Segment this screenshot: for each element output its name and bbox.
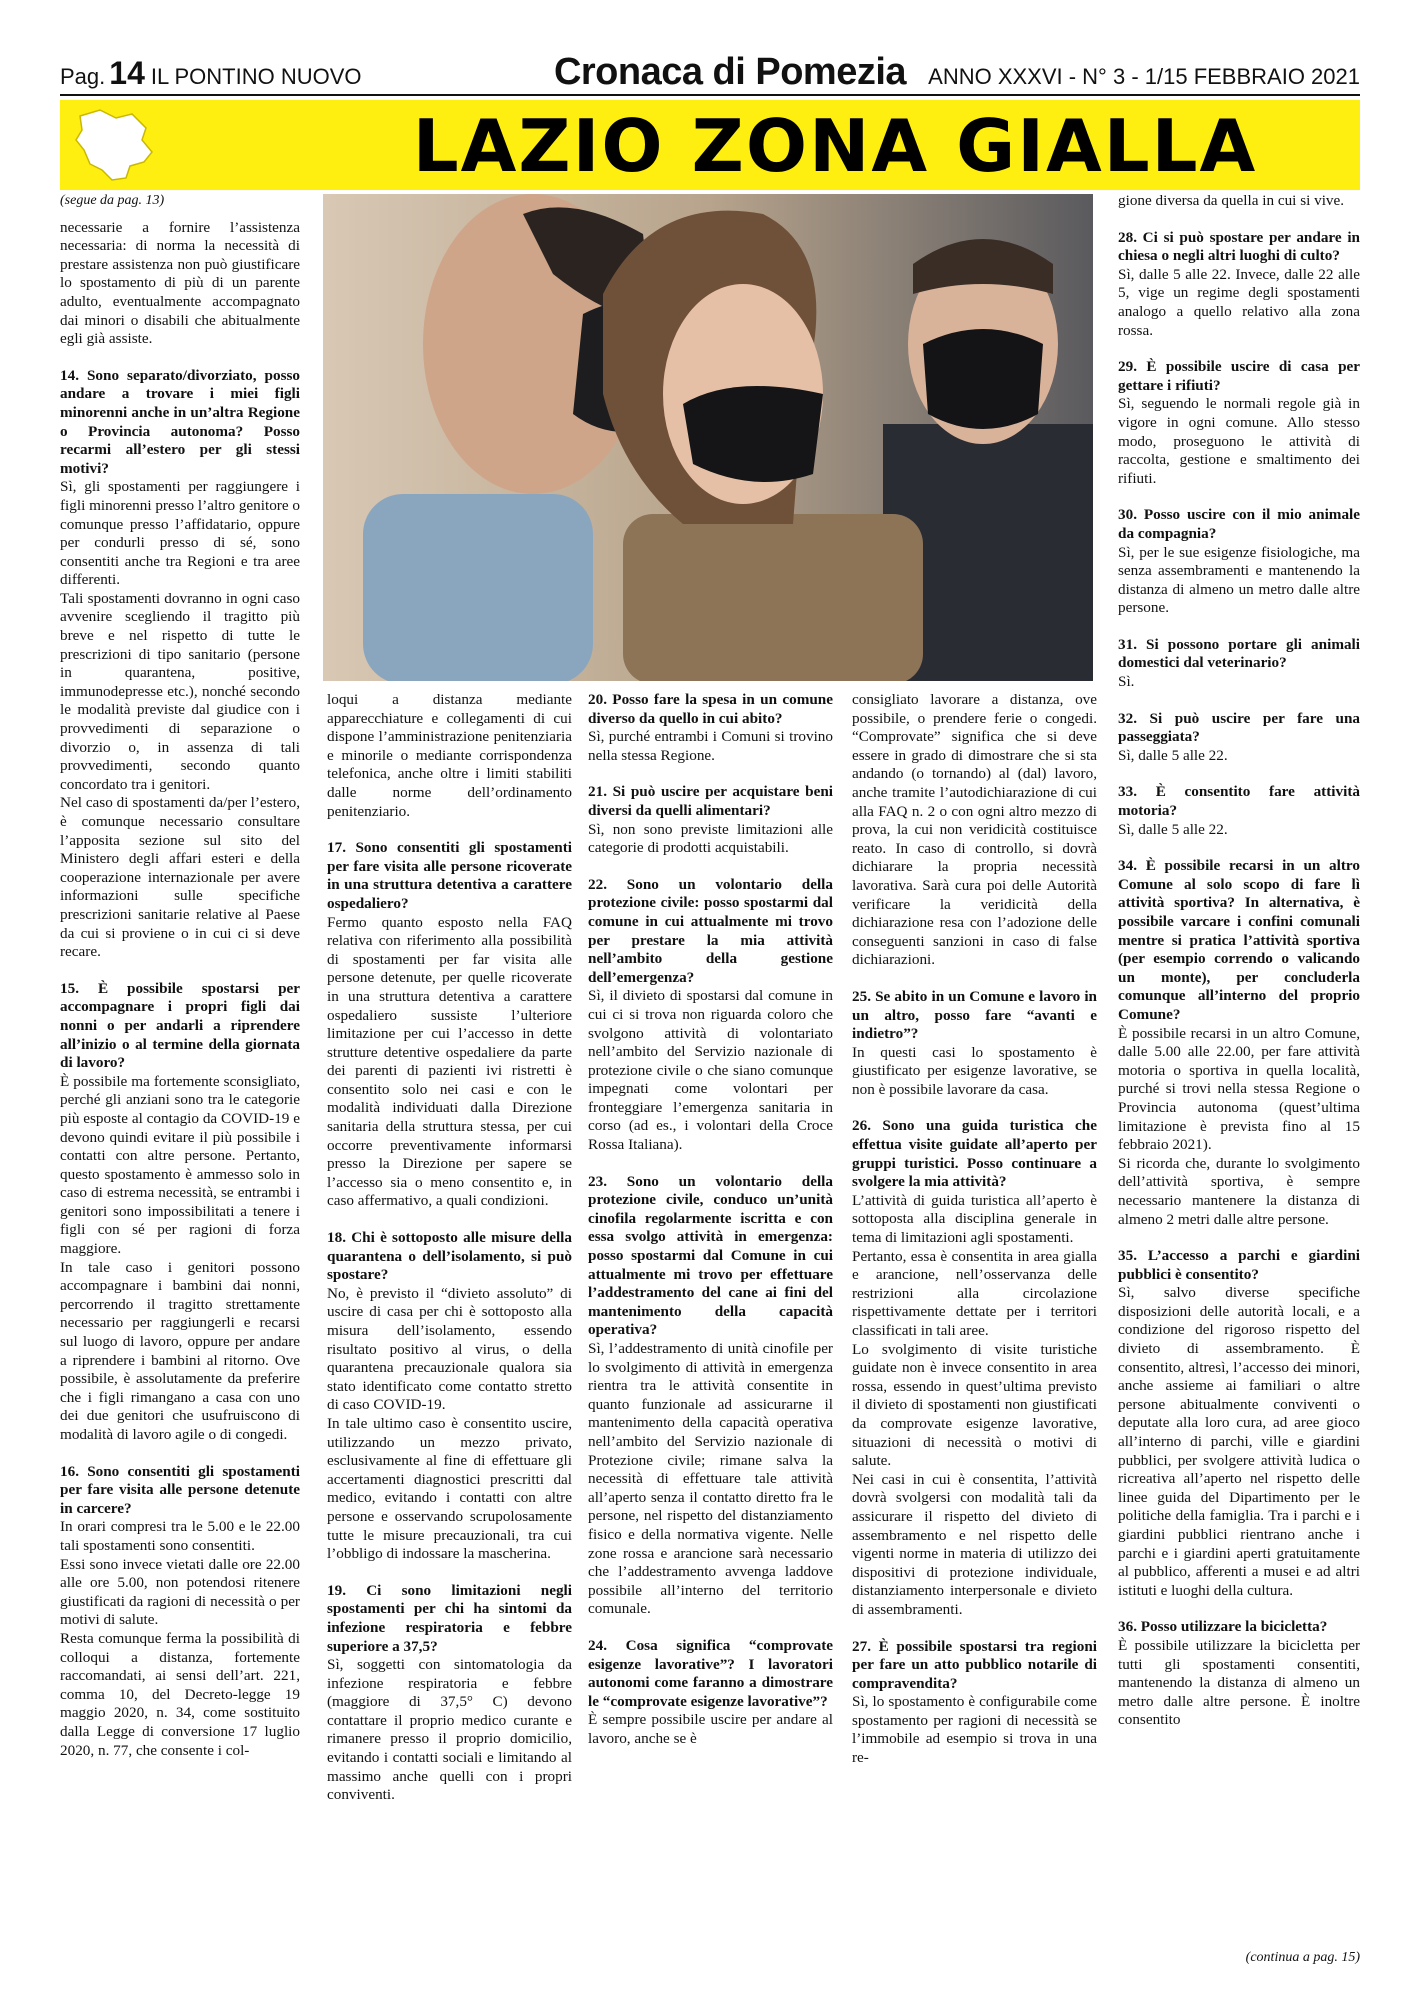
col3-content: [588, 691, 833, 1748]
page-number: 14: [109, 55, 145, 91]
faq-question: 28. Ci si può spostare per andare in chiesa o negli altri luoghi di culto?: [1118, 228, 1360, 265]
faq-answer-paragraph: Sì, salvo diverse specifiche disposizioni delle autorità locali, e a condizione del rigoroso rispetto del divieto di assembramento. È consentito, altresì, l’accesso dei minori, anche assieme ai familiari o altre persone abitualmente conviventi o deputate alla loro cura, ad aree gioco all’interno di parchi, ville e giardini pubblici, per svolgere attività ludica o ricreativa all’aperto nel rispetto delle linee guida del Dipartimento per le politiche della famiglia. Tra i parchi e i giardini pubblici rientrano anche i parchi e i giardini aperti gratuitamente al pubblico, afferenti a musei e ad altri istituti e luoghi della cultura.: [1118, 1284, 1360, 1599]
faq-answer-paragraph: Lo svolgimento di visite turistiche guidate non è invece consentito in area rossa, essendo in quest’ultima previsto il divieto di spostamenti non giustificati da comprovate esigenze lavorative, situazioni di necessità o motivi di salute.: [852, 1340, 1097, 1470]
woman-jacket: [623, 514, 923, 681]
faq-question: 18. Chi è sottoposto alle misure della quarantena o dell’isolamento, si può spostare?: [327, 1229, 572, 1284]
faq-answer-paragraph: Nei casi in cui è consentita, l’attività dovrà svolgersi con modalità tali da assicurare il rispetto del divieto di assembramento e nel rispetto delle vigenti norme in materia di utilizzo dei dispositivi di protezione individuale, distanziamento interpersonale e divieto di assembramenti.: [852, 1470, 1097, 1618]
paragraph-gap: [588, 1155, 833, 1173]
continued-from-note: (segue da pag. 13): [60, 193, 165, 208]
woman-mask: [683, 386, 823, 482]
header-left: [60, 55, 362, 92]
faq-answer-paragraph: Resta comunque ferma la possibilità di colloqui a distanza, fortemente raccomandati, ai sensi dell’art. 221, comma 10, del Decreto-legge 19 maggio 2020, n. 34, come sostituito dalla Legge di conversione 17 luglio 2020, n. 77, che consente i col-: [60, 1629, 300, 1759]
continued-to-note: (continua a pag. 15): [1245, 1950, 1360, 1965]
person-left-jacket: [363, 494, 593, 681]
col2-content: [327, 691, 572, 1805]
faq-question: 21. Si può uscire per acquistare beni diversi da quelli alimentari?: [588, 783, 833, 819]
paragraph-gap: [60, 962, 300, 980]
faq-question: 19. Ci sono limitazioni negli spostamenti per chi ha sintomi da infezione respiratoria e febbre superiore a 37,5?: [327, 1581, 572, 1655]
faq-answer-paragraph: loqui a distanza mediante apparecchiature e collegamenti di cui dispone l’amministrazione penitenziaria e minorile o mediante corrispondenza telefonica, anche oltre i limiti stabiliti dalle norme dell’ordinamento penitenziario.: [327, 691, 572, 820]
faq-question: 36. Posso utilizzare la bicicletta?: [1118, 1618, 1328, 1636]
col1-content: [60, 219, 300, 1761]
faq-answer-paragraph: No, è previsto il “divieto assoluto” di uscire di casa per chi è sottoposto alla misura dell’isolamento, essendo risultato positivo al virus, o della quarantena precauzionale qualora sia stato identificato come contatto stretto di caso COVID-19.: [327, 1284, 572, 1414]
faq-question: 20. Posso fare la spesa in un comune diverso da quello in cui abito?: [588, 691, 833, 727]
faq-answer-paragraph: Sì, dalle 5 alle 22.: [1118, 746, 1228, 764]
faq-answer-paragraph: gione diversa da quella in cui si vive.: [1118, 192, 1345, 209]
paper-name: IL PONTINO NUOVO: [150, 64, 362, 89]
paragraph-gap: [852, 1099, 1097, 1117]
faq-answer-paragraph: Sì, non sono previste limitazioni alle categorie di prodotti acquistabili.: [588, 820, 833, 857]
headline-banner: [60, 100, 1360, 190]
faq-question: 29. È possibile uscire di casa per gettare i rifiuti?: [1118, 358, 1360, 394]
paragraph-gap: [60, 349, 300, 367]
paragraph-gap: [1118, 1229, 1360, 1247]
paragraph-gap: [588, 858, 833, 876]
col5-content: [1118, 192, 1360, 1730]
paragraph-gap: [1118, 765, 1360, 783]
faq-question: 26. Sono una guida turistica che effettua visite guidate all’aperto per gruppi turistici. Posso continuare a svolgere la mia attività?: [852, 1117, 1097, 1191]
faq-answer-paragraph: Fermo quanto esposto nella FAQ relativa con riferimento alla possibilità di spostamenti per far visita alle persone detenute, per quelle ricoverate in una struttura detentiva a carattere ospedaliero sussiste l’ulteriore limitazione per cui l’accesso in dette strutture detentive ospedaliere da parte dei parenti di pazienti ivi ristretti è consentito solo nei casi e con le modalità individuati dalla Direzione sanitaria della struttura stessa, per cui occorre preventivamente informarsi presso la Direzione per sapere se l’accesso sia o meno consentito e, in caso affermativo, a quali condizioni.: [327, 913, 572, 1210]
faq-answer-paragraph: In orari compresi tra le 5.00 e le 22.00 tali spostamenti sono consentiti.: [60, 1518, 300, 1554]
faq-answer-paragraph: consigliato lavorare a distanza, ove possibile, o prendere ferie o congedi. “Comprovate” significa che si deve essere in grado di dimostrare che si sta andando (o tornando) al (dal) lavoro, anche tramite l’autodichiarazione di cui alla FAQ n. 2 o con ogni altro mezzo di prova, la cui non veridicità costituisce reato. In caso di controllo, si dovrà dichiarare la propria necessità lavorativa. Sarà cura poi delle Autorità verificare la veridicità della dichiarazione resa con l’adozione delle conseguenti sanzioni in caso di false dichiarazioni.: [852, 691, 1097, 969]
column-2: [327, 691, 572, 1805]
paragraph-gap: [1118, 1600, 1360, 1618]
faq-answer-paragraph: In tale ultimo caso è consentito uscire, utilizzando un mezzo privato, esclusivamente al fine di effettuare gli accertamenti diagnostici prescritti dal medico, evitando i contatti con altre persone e osservando scrupolosamente tutte le misure precauzionali, tra cui l’obbligo di indossare la mascherina.: [327, 1414, 572, 1563]
column-4: [852, 691, 1097, 1768]
faq-question: 34. È possibile recarsi in un altro Comune al solo scopo di fare lì attività sportiva? In alternativa, è possibile varcare i confini comunali mentre si pratica l’attività sportiva (per esempio correndo o valicando un monte), per concluderla comunque all’interno del proprio Comune?: [1118, 857, 1360, 1023]
faq-answer-paragraph: Tali spostamenti dovranno in ogni caso avvenire scegliendo il tragitto più breve e nel rispetto di tutte le prescrizioni di tipo sanitario (persone in quarantena, positive, immunodepresse etc.), nonché secondo le modalità previste dal giudice con i provvedimenti di separazione o divorzio o, in assenza di tali provvedimenti, secondo quanto concordato tra i genitori.: [60, 589, 300, 793]
faq-answer-paragraph: È possibile ma fortemente sconsigliato, perché gli anziani sono tra le categorie più esposte al contagio da COVID-19 e devono quindi evitare il più possibile i contatti con altre persone. Pertanto, questo spostamento è ammesso solo in caso di estrema necessità, se entrambi i genitori sono impossibilitati a tenere i figli con sé per ragioni di forza maggiore.: [60, 1072, 300, 1258]
col4-content: [852, 691, 1097, 1768]
faq-answer-paragraph: È possibile utilizzare la bicicletta per tutti gli spostamenti consentiti, mantenendo la distanza di almeno un metro dalle altre persone. È inoltre consentito: [1118, 1636, 1360, 1729]
paragraph-gap: [1118, 692, 1360, 710]
faq-answer-paragraph: Sì, il divieto di spostarsi dal comune in cui ci si trova non riguarda coloro che svolgono attività di volontariato nell’ambito del Servizio nazionale di protezione civile o che siano comunque impegnati come volontari per fronteggiare l’emergenza sanitaria in corso (ad es., i volontari della Croce Rossa Italiana).: [588, 987, 833, 1154]
section-title: Cronaca di Pomezia: [553, 51, 907, 93]
paragraph-gap: [327, 1564, 572, 1582]
page-label: Pag.: [60, 64, 106, 89]
people-wearing-masks-photo: [323, 194, 1093, 681]
paragraph-gap: [1118, 839, 1360, 857]
lazio-region-map-icon: [72, 106, 156, 184]
paragraph-gap: [1118, 340, 1360, 358]
paragraph-gap: [1118, 211, 1360, 229]
faq-answer-paragraph: L’attività di guida turistica all’aperto è sottoposta alla disciplina generale in tema di limitazioni agli spostamenti.: [852, 1191, 1097, 1247]
paragraph-gap: [327, 1211, 572, 1229]
paragraph-gap: [1118, 488, 1360, 506]
column-5: [1118, 192, 1360, 1730]
paragraph-gap: [852, 970, 1097, 988]
faq-answer-paragraph: Si ricorda che, durante lo svolgimento dell’attività sportiva, è sempre necessario mantenere la distanza di almeno 2 metri dalle altre persone.: [1118, 1154, 1360, 1228]
paragraph-gap: [588, 1619, 833, 1637]
faq-question: 35. L’accesso a parchi e giardini pubblici è consentito?: [1118, 1247, 1360, 1283]
faq-answer-paragraph: Sì, gli spostamenti per raggiungere i figli minorenni presso l’altro genitore o comunque presso l’affidatario, oppure per condurli presso di sé, sono consentiti anche tra Regioni e tra aree differenti.: [60, 478, 300, 589]
faq-answer-paragraph: Sì, seguendo le normali regole già in vigore in ogni comune. Allo stesso modo, proseguono le attività di raccolta, gestione e smaltimento dei rifiuti.: [1118, 395, 1360, 487]
photo-illustration: [323, 194, 1093, 681]
issue-info: ANNO XXXVI - N° 3 - 1/15 FEBBRAIO 2021: [928, 64, 1360, 89]
headline: LAZIO ZONA GIALLA: [412, 104, 1258, 188]
faq-question: 30. Posso uscire con il mio animale da compagnia?: [1118, 506, 1360, 542]
faq-answer-paragraph: È possibile recarsi in un altro Comune, dalle 5.00 alle 22.00, per fare attività motoria o sportiva in quella località, purché si trovi nella stessa Regione o Provincia autonoma (quest’ultima limitazione è prevista fino al 15 febbraio 2021).: [1118, 1024, 1360, 1154]
faq-answer-paragraph: Sì, l’addestramento di unità cinofile per lo svolgimento di attività in emergenza rientra tra le attività consentite in quanto funzionale ad assicurarne il mantenimento della capacità operativa nell’ambito del Servizio nazionale di Protezione civile; rimane salva la necessità di effettuare tale attività all’aperto senza il contatto diretto fra le persone, nel rispetto del distanziamento fisico e della normativa vigente. Nelle zone rossa e arancione sarà necessario che l’addestramento avvenga laddove possibile all’interno del territorio comunale.: [588, 1340, 833, 1618]
faq-answer-paragraph: Pertanto, essa è consentita in area gialla e arancione, nell’osservanza delle restrizioni alla circolazione rispettivamente dettate per i territori classificati in tali aree.: [852, 1247, 1097, 1339]
paragraph-gap: [60, 1445, 300, 1463]
faq-answer-paragraph: Sì, lo spostamento è configurabile come spostamento per ragioni di necessità se l’immobile ad esempio si trova in una re-: [852, 1693, 1097, 1767]
faq-question: 25. Se abito in un Comune e lavoro in un altro, posso fare “avanti e indietro”?: [852, 987, 1097, 1043]
faq-answer-paragraph: Sì, soggetti con sintomatologia da infezione respiratoria e febbre (maggiore di 37,5° C) devono contattare il proprio medico curante e rimanere presso il proprio domicilio, evitando i contatti sociali e limitando al massimo anche quelli con i propri conviventi.: [327, 1656, 572, 1804]
faq-answer-paragraph: In questi casi lo spostamento è giustificato per esigenze lavorative, se non è possibile lavorare da casa.: [852, 1043, 1097, 1098]
faq-question: 14. Sono separato/divorziato, posso andare a trovare i miei figli minorenni anche in un’altra Regione o Provincia autonoma? Posso recarmi all’estero per gli stessi motivi?: [60, 366, 300, 477]
faq-question: 32. Si può uscire per fare una passeggiata?: [1118, 709, 1360, 746]
faq-question: 33. È consentito fare attività motoria?: [1118, 783, 1360, 820]
faq-answer-paragraph: Sì, dalle 5 alle 22.: [1118, 820, 1228, 838]
faq-question: 16. Sono consentiti gli spostamenti per fare visita alle persone detenute in carcere?: [60, 1462, 300, 1517]
faq-answer-paragraph: Sì, per le sue esigenze fisiologiche, ma senza assembramenti e mantenendo la distanza di almeno un metro dalle altre persone.: [1118, 543, 1360, 617]
person-right-mask: [923, 329, 1043, 429]
faq-answer-paragraph: In tale caso i genitori possono accompagnare i bambini dai nonni, percorrendo il tragitto strettamente necessario per raggiungerli e recarsi sul luogo di lavoro, oppure per andare a riprendere i bambini al ritorno. Ove possibile, è assolutamente da preferire che i figli rimangano a casa con uno dei due genitori che usufruiscono di modalità di lavoro agile o di congedi.: [60, 1258, 300, 1443]
faq-question: 31. Si possono portare gli animali domestici dal veterinario?: [1118, 635, 1360, 672]
paragraph-gap: [588, 765, 833, 783]
faq-answer-paragraph: Nel caso di spostamenti da/per l’estero, è comunque necessario consultare l’apposita sezione sul sito del Ministero degli affari esteri e della cooperazione internazionale per avere informazioni sulle specifiche prescrizioni sanitarie relative al Paese da cui si proviene o in cui ci si deve recare.: [60, 794, 300, 961]
faq-answer-paragraph: È sempre possibile uscire per andare al lavoro, anche se è: [588, 1711, 833, 1747]
faq-answer-paragraph: Essi sono invece vietati dalle ore 22.00 alle ore 5.00, non potendosi ritenere giustificati da ragioni di necessità o per motivi di salute.: [60, 1555, 300, 1629]
column-1: [60, 192, 300, 1760]
faq-question: 22. Sono un volontario della protezione civile: posso spostarmi dal comune in cui attualmente mi trovo per prestare la mia attività nell’ambito della gestione dell’emergenza?: [588, 875, 833, 986]
faq-question: 17. Sono consentiti gli spostamenti per fare visita alle persone ricoverate in una struttura detentiva a carattere ospedaliero?: [327, 839, 572, 912]
page-header: [60, 51, 1360, 96]
faq-question: 23. Sono un volontario della protezione civile, conduco un’unità cinofila regolarmente iscritta e con essa svolgo attività in emergenza: posso spostarmi dal Comune in cui attualmente mi trovo per effettuare l’addestramento del cane ai fini del mantenimento della capacità operativa?: [588, 1172, 833, 1339]
column-3: [588, 691, 833, 1748]
faq-question: 27. È possibile spostarsi tra regioni per fare un atto pubblico notarile di compravendita?: [852, 1637, 1097, 1692]
paragraph-gap: [327, 821, 572, 839]
faq-answer-paragraph: Sì, purché entrambi i Comuni si trovino nella stessa Regione.: [588, 728, 833, 764]
faq-answer-paragraph: Sì.: [1118, 673, 1135, 691]
paragraph-gap: [852, 1620, 1097, 1638]
paragraph-gap: [1118, 618, 1360, 636]
faq-question: 24. Cosa significa “comprovate esigenze lavorative”? I lavoratori autonomi come faranno a dimostrare le “comprovate esigenze lavorative”?: [588, 1636, 833, 1710]
faq-question: 15. È possibile spostarsi per accompagnare i propri figli dai nonni o per andarli a riprendere all’inizio o al termine della giornata di lavoro?: [60, 979, 300, 1072]
faq-answer-paragraph: Sì, dalle 5 alle 22. Invece, dalle 22 alle 5, vige un regime degli spostamenti analogo a quello relativo alla zona rossa.: [1118, 265, 1360, 339]
faq-answer-paragraph: necessarie a fornire l’assistenza necessaria: di norma la necessità di prestare assistenza non può giustificare lo spostamento di più di un parente adulto, eventualmente accompagnato dai minori o disabili che abitualmente egli già assiste.: [60, 218, 300, 348]
